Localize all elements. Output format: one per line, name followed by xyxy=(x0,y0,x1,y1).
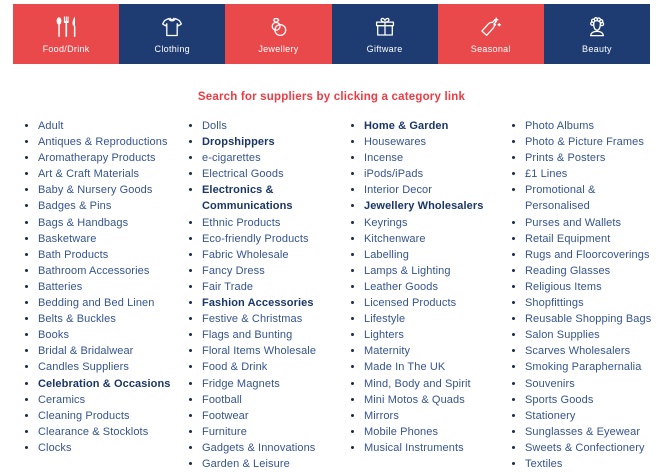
category-list-item xyxy=(364,408,511,424)
category-list-item xyxy=(38,343,188,359)
category-link[interactable]: Shopfittings xyxy=(525,297,584,310)
category-list-item xyxy=(38,392,188,408)
category-list-item xyxy=(525,118,657,134)
category-link[interactable]: Badges & Pins xyxy=(38,200,112,213)
category-list-item xyxy=(202,408,350,424)
category-list-item xyxy=(525,343,657,359)
category-list-item xyxy=(38,359,188,375)
category-list-item xyxy=(364,150,511,166)
category-link[interactable]: £1 Lines xyxy=(525,168,568,181)
category-list-item xyxy=(525,263,657,279)
category-link[interactable]: Dropshippers xyxy=(202,136,275,149)
gift-icon xyxy=(373,15,397,39)
category-list-item xyxy=(38,215,188,231)
category-link[interactable]: Bridal & Bridalwear xyxy=(38,345,134,358)
category-link[interactable]: Prints & Posters xyxy=(525,152,606,165)
category-list-item xyxy=(525,182,657,214)
category-list-item xyxy=(364,311,511,327)
category-list-item xyxy=(202,166,350,182)
category-link[interactable]: Labelling xyxy=(364,248,409,261)
category-list-item xyxy=(38,231,188,247)
category-link[interactable]: Mirrors xyxy=(364,409,399,422)
category-link[interactable]: Smoking Paraphernalia xyxy=(525,361,642,374)
category-list-item xyxy=(364,198,511,214)
category-list-item xyxy=(202,263,350,279)
category-list-item xyxy=(202,424,350,440)
category-list-item xyxy=(364,376,511,392)
category-link[interactable]: Salon Supplies xyxy=(525,329,600,342)
category-list-item xyxy=(364,215,511,231)
tab-label: Beauty xyxy=(582,43,612,54)
category-link[interactable]: Celebration & Occasions xyxy=(38,377,171,390)
category-list-item xyxy=(202,215,350,231)
category-link[interactable]: Dolls xyxy=(202,120,227,132)
tab-label: Jewellery xyxy=(258,43,299,54)
category-link[interactable]: Eco-friendly Products xyxy=(202,232,309,245)
category-link[interactable]: Fridge Magnets xyxy=(202,377,280,390)
category-list-item xyxy=(364,263,511,279)
category-link[interactable]: Interior Decor xyxy=(364,184,433,197)
category-list-item xyxy=(38,295,188,311)
category-link[interactable]: Sports Goods xyxy=(525,393,594,406)
category-link[interactable]: Licensed Products xyxy=(364,297,457,310)
category-list-item xyxy=(525,376,657,392)
category-link[interactable]: Made In The UK xyxy=(364,361,446,374)
category-list-item xyxy=(525,247,657,263)
category-link[interactable]: Photo & Picture Frames xyxy=(525,136,644,149)
category-link[interactable]: Reusable Shopping Bags xyxy=(525,313,652,326)
category-link[interactable]: Bathroom Accessories xyxy=(38,264,150,277)
category-link[interactable]: Rugs and Floorcoverings xyxy=(525,248,650,261)
category-list-item xyxy=(202,134,350,150)
category-link[interactable]: Sunglasses & Eyewear xyxy=(525,425,641,438)
category-link[interactable]: Candles Suppliers xyxy=(38,361,129,374)
category-list-item xyxy=(202,295,350,311)
category-list-item xyxy=(38,376,188,392)
category-column xyxy=(24,118,188,472)
category-list-item xyxy=(525,134,657,150)
category-list-item xyxy=(364,440,511,456)
category-list-item xyxy=(202,279,350,295)
category-list-item xyxy=(364,134,511,150)
category-link[interactable]: Cleaning Products xyxy=(38,409,130,422)
category-link[interactable]: Electronics & Communications xyxy=(202,184,293,213)
category-link[interactable]: Basketware xyxy=(38,232,97,245)
category-column xyxy=(350,118,511,472)
category-link[interactable]: Mobile Phones xyxy=(364,425,439,438)
category-link[interactable]: Footwear xyxy=(202,409,249,422)
tab-label: Seasonal xyxy=(470,43,511,54)
category-link[interactable]: Housewares xyxy=(364,136,427,149)
category-list-item xyxy=(525,311,657,327)
category-list-item xyxy=(364,424,511,440)
category-list-item xyxy=(525,231,657,247)
category-list-item xyxy=(364,279,511,295)
category-link[interactable]: Garden & Leisure xyxy=(202,457,290,470)
category-list-item xyxy=(202,311,350,327)
category-list-item xyxy=(364,182,511,198)
category-list-item xyxy=(525,327,657,343)
category-link[interactable]: Leather Goods xyxy=(364,280,439,293)
category-link[interactable]: Kitchenware xyxy=(364,232,426,245)
category-list-item xyxy=(38,166,188,182)
category-list-item xyxy=(38,408,188,424)
category-list-item xyxy=(202,440,350,456)
category-list-item xyxy=(525,279,657,295)
category-list-item xyxy=(202,343,350,359)
category-link[interactable]: Fabric Wholesale xyxy=(202,248,289,261)
category-list-item xyxy=(38,263,188,279)
category-link[interactable]: Scarves Wholesalers xyxy=(525,345,631,358)
category-list-item xyxy=(525,150,657,166)
page-title: Search for suppliers by clicking a category link xyxy=(197,91,466,103)
tab-label: Clothing xyxy=(154,43,190,54)
category-link[interactable]: Fancy Dress xyxy=(202,264,265,277)
category-list-item xyxy=(525,408,657,424)
category-list-item xyxy=(525,295,657,311)
category-list-item xyxy=(364,295,511,311)
category-link[interactable]: iPods/iPads xyxy=(364,168,424,181)
category-link[interactable]: Keyrings xyxy=(364,216,408,229)
category-link[interactable]: Festive & Christmas xyxy=(202,313,303,326)
category-list-item xyxy=(38,440,188,456)
tshirt-icon xyxy=(160,15,184,39)
category-list-item xyxy=(38,247,188,263)
category-link[interactable]: Electrical Goods xyxy=(202,168,284,181)
category-link[interactable]: Religious Items xyxy=(525,280,602,293)
tab-seasonal[interactable] xyxy=(438,4,544,64)
category-list-item xyxy=(364,359,511,375)
category-list-item xyxy=(525,359,657,375)
category-link[interactable]: Football xyxy=(202,393,242,406)
category-list-item xyxy=(202,359,350,375)
category-list-item xyxy=(38,311,188,327)
category-list-item xyxy=(202,376,350,392)
category-link[interactable]: Antiques & Reproductions xyxy=(38,136,168,149)
category-link[interactable]: Mini Motos & Quads xyxy=(364,393,465,406)
cutlery-icon xyxy=(54,15,78,39)
category-link[interactable]: Retail Equipment xyxy=(525,232,611,245)
tab-jewellery[interactable] xyxy=(225,4,331,64)
category-list-item xyxy=(202,327,350,343)
category-link[interactable]: Lifestyle xyxy=(364,313,406,326)
category-link[interactable]: Lamps & Lighting xyxy=(364,264,451,277)
category-list-item xyxy=(38,424,188,440)
tab-food-drink[interactable] xyxy=(13,4,119,64)
category-list-item xyxy=(525,215,657,231)
category-list-item xyxy=(525,424,657,440)
tab-label: Food/Drink xyxy=(42,43,90,54)
category-link[interactable]: Aromatherapy Products xyxy=(38,152,156,165)
category-list-item xyxy=(38,279,188,295)
category-link[interactable]: Jewellery Wholesalers xyxy=(364,200,484,213)
tab-label: Giftware xyxy=(366,43,403,54)
category-list-item xyxy=(38,327,188,343)
category-link[interactable]: Floral Items Wholesale xyxy=(202,345,317,358)
category-link[interactable]: Lighters xyxy=(364,329,404,342)
category-link[interactable]: Stationery xyxy=(525,409,576,422)
tab-beauty[interactable] xyxy=(544,4,650,64)
champagne-icon xyxy=(479,15,503,39)
category-list-item xyxy=(38,134,188,150)
category-list-item xyxy=(364,392,511,408)
category-link[interactable]: Batteries xyxy=(38,280,83,293)
category-list-item xyxy=(364,166,511,182)
category-list-item xyxy=(202,182,350,214)
category-link[interactable]: Books xyxy=(38,329,70,342)
category-list-item xyxy=(364,231,511,247)
category-link[interactable]: Souvenirs xyxy=(525,377,575,390)
category-list-item xyxy=(202,392,350,408)
category-column xyxy=(188,118,350,472)
category-list-item xyxy=(525,392,657,408)
category-link[interactable]: Photo Albums xyxy=(525,120,595,132)
category-link[interactable]: Bath Products xyxy=(38,248,109,261)
category-link[interactable]: Ceramics xyxy=(38,393,86,406)
category-link[interactable]: Promotional & Personalised xyxy=(525,184,596,213)
category-link[interactable]: Bags & Handbags xyxy=(38,216,129,229)
category-link[interactable]: Home & Garden xyxy=(364,120,449,132)
category-list-item xyxy=(364,247,511,263)
category-list-item xyxy=(364,343,511,359)
category-link[interactable]: Food & Drink xyxy=(202,361,268,374)
tab-giftware[interactable] xyxy=(332,4,438,64)
category-list-item xyxy=(202,150,350,166)
category-link[interactable]: Maternity xyxy=(364,345,411,358)
category-link[interactable]: Bedding and Bed Linen xyxy=(38,297,155,310)
category-link[interactable]: Adult xyxy=(38,120,64,132)
category-link[interactable]: Furniture xyxy=(202,425,247,438)
category-list-item xyxy=(38,118,188,134)
category-columns xyxy=(0,103,663,472)
category-link[interactable]: Fair Trade xyxy=(202,280,254,293)
category-link[interactable]: Purses and Wallets xyxy=(525,216,622,229)
tab-clothing[interactable] xyxy=(119,4,225,64)
category-list-item xyxy=(364,118,511,134)
category-link[interactable]: Textiles xyxy=(525,457,563,470)
category-link[interactable]: Clocks xyxy=(38,441,72,454)
category-column xyxy=(511,118,657,472)
category-list-item xyxy=(38,198,188,214)
category-list-item xyxy=(202,118,350,134)
category-list-item xyxy=(38,150,188,166)
category-link[interactable]: Belts & Buckles xyxy=(38,313,116,326)
category-link[interactable]: e-cigarettes xyxy=(202,152,261,165)
category-link[interactable]: Clearance & Stocklots xyxy=(38,425,149,438)
category-link[interactable]: Fashion Accessories xyxy=(202,297,314,310)
category-list-item xyxy=(364,327,511,343)
category-list-item xyxy=(38,182,188,198)
category-link[interactable]: Art & Craft Materials xyxy=(38,168,140,181)
beauty-icon xyxy=(585,15,609,39)
category-link[interactable]: Incense xyxy=(364,152,404,165)
category-list-item xyxy=(202,231,350,247)
category-link[interactable]: Baby & Nursery Goods xyxy=(38,184,153,197)
category-list-item xyxy=(525,166,657,182)
category-link[interactable]: Musical Instruments xyxy=(364,441,464,454)
category-link[interactable]: Gadgets & Innovations xyxy=(202,441,316,454)
category-list-item xyxy=(525,440,657,456)
tab-bar xyxy=(13,4,650,64)
category-link[interactable]: Sweets & Confectionery xyxy=(525,441,645,454)
category-link[interactable]: Reading Glasses xyxy=(525,264,611,277)
category-link[interactable]: Mind, Body and Spirit xyxy=(364,377,471,390)
category-link[interactable]: Flags and Bunting xyxy=(202,329,293,342)
category-list-item xyxy=(202,247,350,263)
category-link[interactable]: Ethnic Products xyxy=(202,216,281,229)
rings-icon xyxy=(266,15,290,39)
